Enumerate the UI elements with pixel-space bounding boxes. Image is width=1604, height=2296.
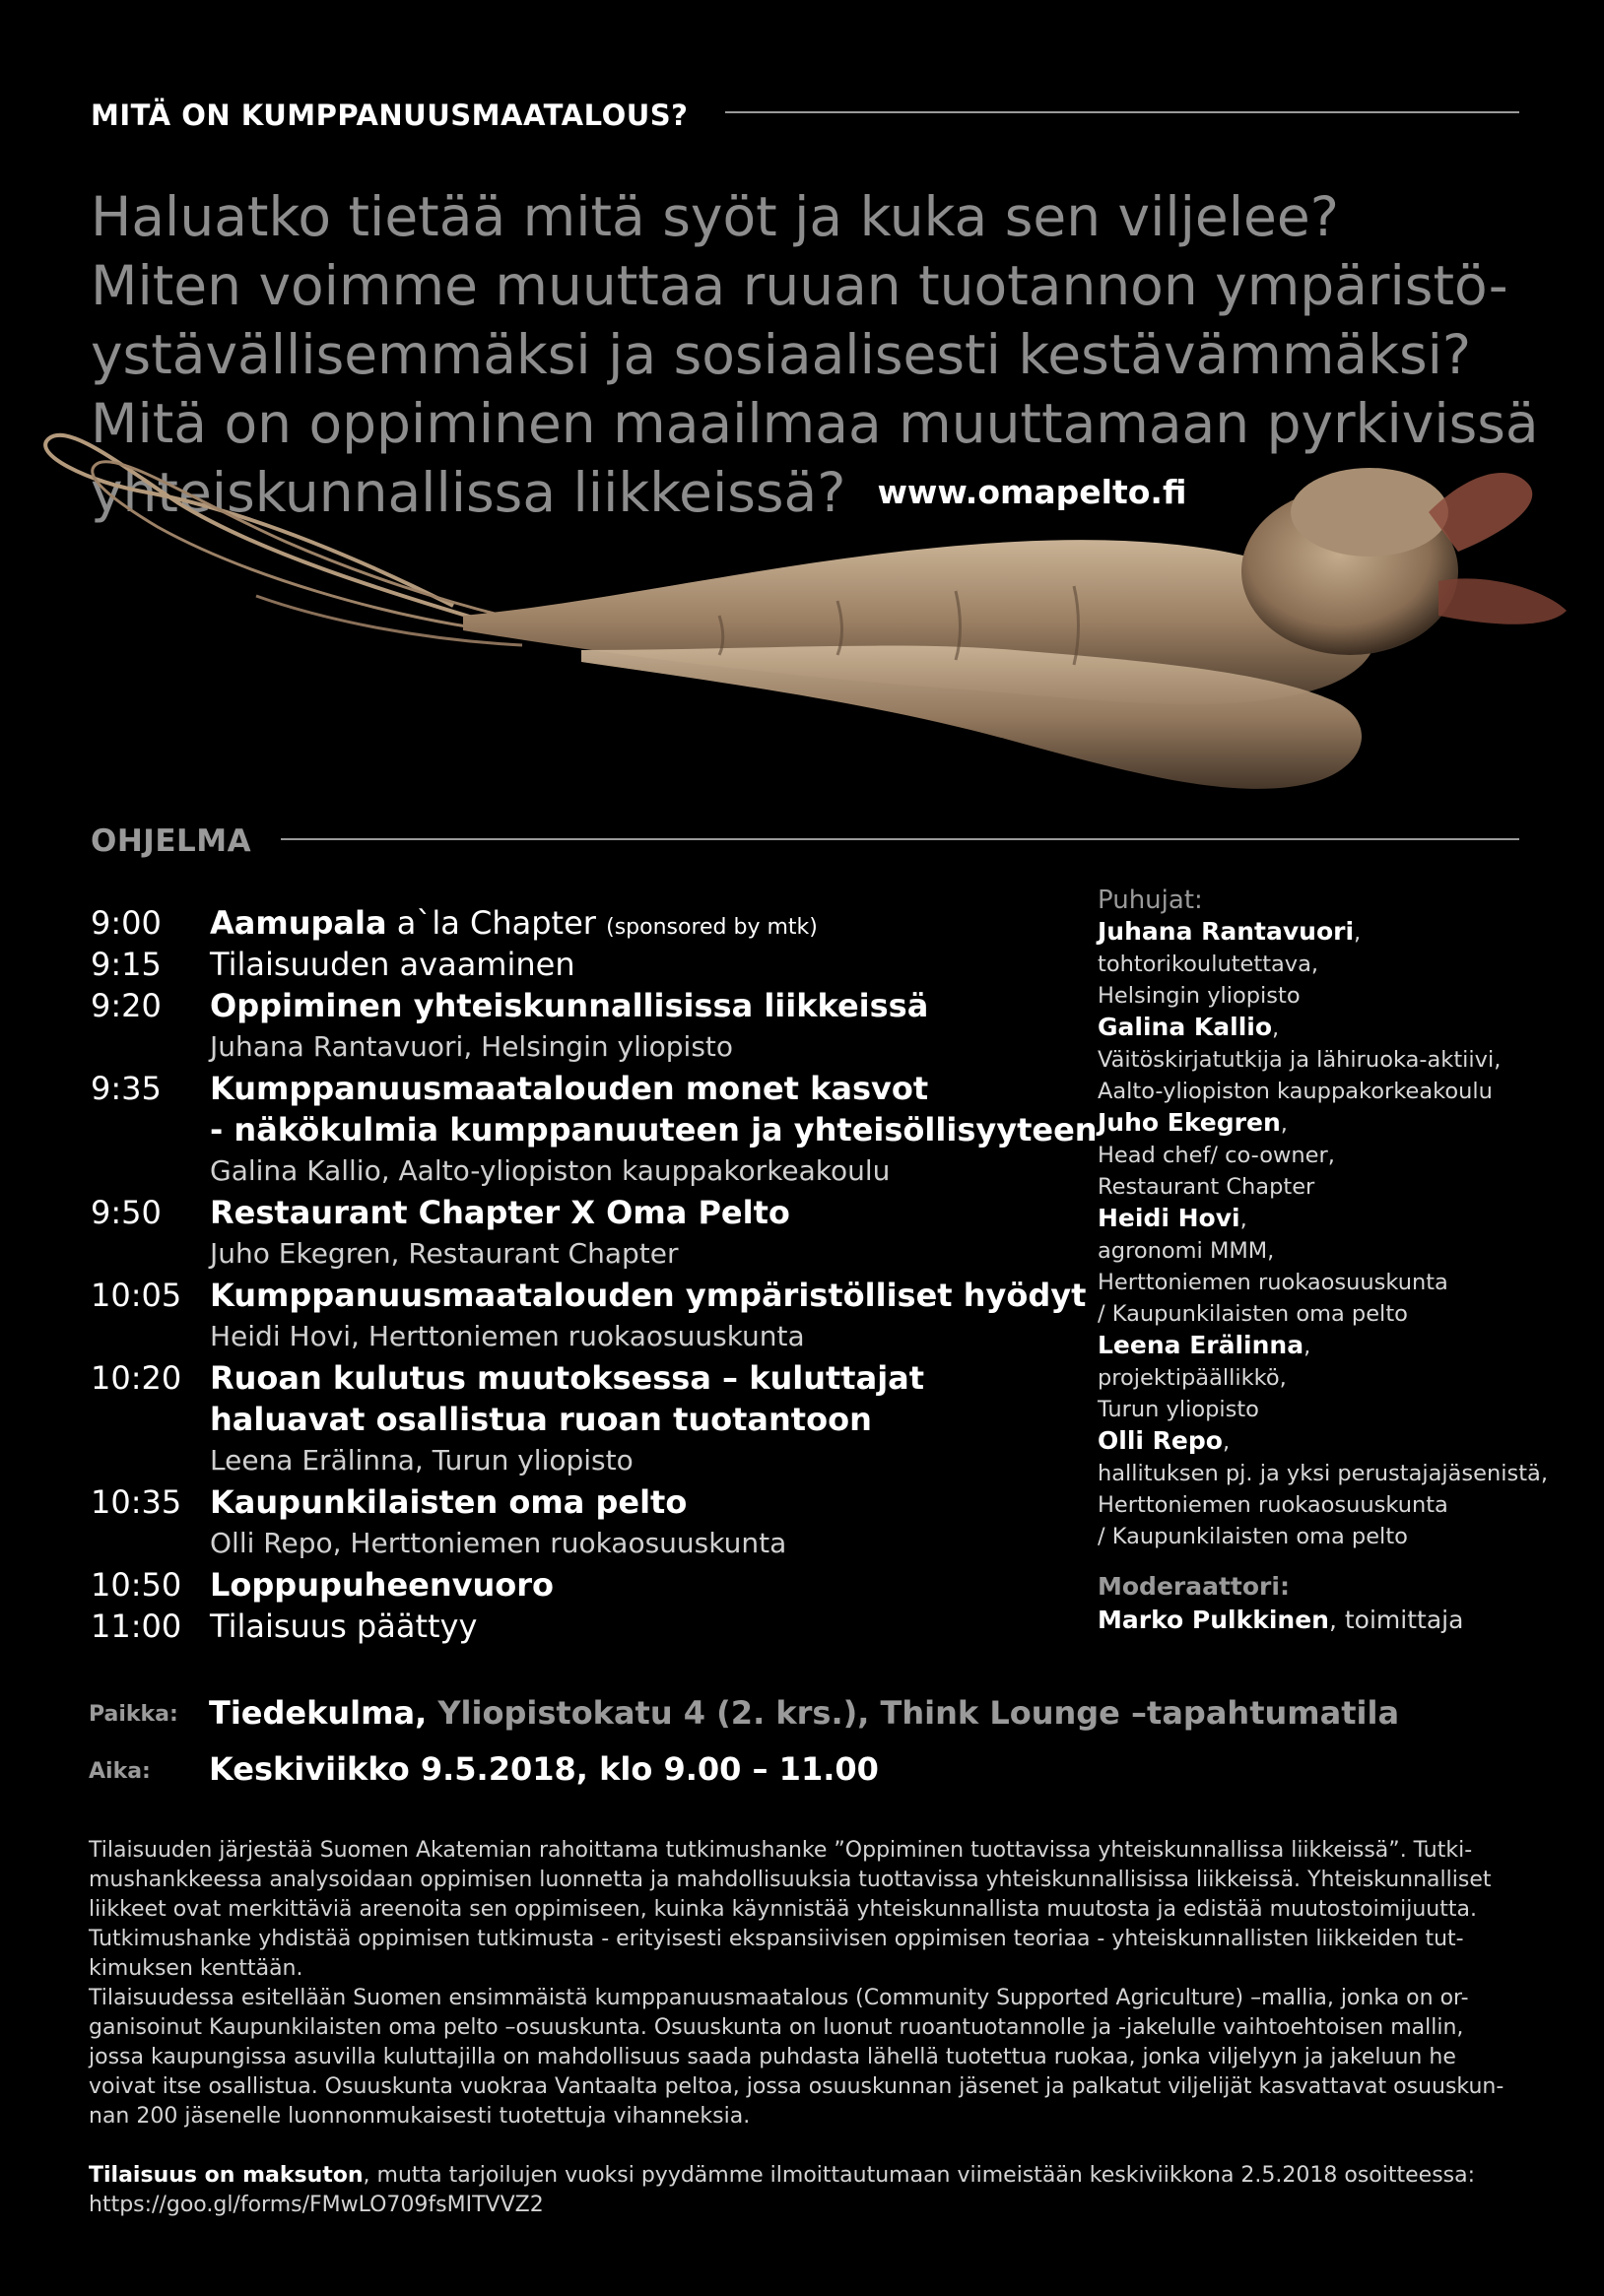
speaker-name: Leena Erälinna — [1098, 1331, 1304, 1359]
speaker-detail: Herttoniemen ruokaosuuskunta — [1098, 1492, 1448, 1518]
time-label: Aika: — [89, 1759, 151, 1784]
speaker-detail: Väitöskirjatutkija ja lähiruoka-aktiivi, — [1098, 1047, 1502, 1073]
free-admission-text: Tilaisuus on maksuton — [89, 2163, 364, 2188]
speaker-detail: / Kaupunkilaisten oma pelto — [1098, 1301, 1408, 1327]
speaker-entry: Olli Repo, hallituksen pj. ja yksi perustajajäsenistä, Herttoniemen ruokaosuuskunta / Kaupunkilaisten oma pelto — [1098, 1425, 1590, 1552]
website-link[interactable]: www.omapelto.fi — [877, 473, 1187, 511]
speaker-name: Olli Repo — [1098, 1426, 1223, 1455]
session-title: Restaurant Chapter X Oma Pelto — [210, 1194, 790, 1231]
speaker-detail: projektipäällikkö, — [1098, 1365, 1287, 1391]
sponsor-note: (sponsored by mtk) — [606, 915, 818, 940]
venue-address: Yliopistokatu 4 (2. krs.), Think Lounge –tapahtumatila — [427, 1694, 1400, 1732]
schedule-item — [91, 1068, 1076, 1109]
schedule-time: 9:50 — [91, 1194, 162, 1231]
schedule-item — [91, 1275, 1087, 1316]
schedule-time: 10:50 — [91, 1566, 182, 1604]
schedule-time: 11:00 — [91, 1607, 182, 1645]
schedule-text — [210, 902, 818, 949]
schedule-time: 9:00 — [91, 904, 162, 942]
speakers-heading: Puhujat: — [1098, 886, 1203, 915]
intro-line: yhteiskunnallissa liikkeissä? — [91, 461, 846, 524]
session-title: Kumppanuusmaatalouden monet kasvot — [210, 1070, 929, 1107]
speaker-name: Heidi Hovi — [1098, 1204, 1240, 1232]
speaker-detail: Restaurant Chapter — [1098, 1174, 1315, 1200]
schedule-speaker-line — [91, 1440, 1076, 1481]
speaker-entry: Leena Erälinna, projektipäällikkö, Turun yliopisto — [1098, 1330, 1590, 1425]
program-heading: OHJELMA — [91, 823, 252, 859]
intro-line: Haluatko tietää mitä syöt ja kuka sen viljelee? — [91, 185, 1339, 248]
parsnip-root-image — [30, 404, 1576, 818]
speaker-detail: Turun yliopisto — [1098, 1397, 1259, 1422]
schedule-item-continued — [91, 1399, 1076, 1440]
moderator-name: Marko Pulkkinen — [1098, 1606, 1329, 1634]
session-title: Tilaisuuden avaaminen — [210, 946, 575, 983]
paragraph-line: Tilaisuudessa esitellään Suomen ensimmäistä kumppanuusmaatalous (Community Supported Agriculture) –mallia, jonka on or- — [89, 1986, 1469, 2010]
paragraph-line: ganisoinut Kaupunkilaisten oma pelto –osuuskunta. Osuuskunta on luonut ruoantuotannolle ja -jakelulle vaihtoehtoisen mallin, — [89, 2015, 1464, 2040]
schedule-time: 9:15 — [91, 946, 162, 983]
speakers-list — [1098, 885, 1590, 1552]
speaker-entry: Juhana Rantavuori, tohtorikoulutettava, Helsingin yliopisto — [1098, 916, 1590, 1012]
schedule-item — [91, 1192, 1076, 1233]
schedule-item — [91, 1357, 1076, 1399]
schedule-time: 9:20 — [91, 987, 162, 1024]
schedule-list — [91, 902, 1098, 1647]
speaker-detail: hallituksen pj. ja yksi perustajajäsenistä, — [1098, 1461, 1548, 1486]
registration-text — [89, 2161, 1527, 2191]
session-speaker: Leena Erälinna, Turun yliopisto — [210, 1444, 634, 1476]
speaker-detail: / Kaupunkilaisten oma pelto — [1098, 1524, 1408, 1549]
schedule-item — [91, 1481, 1076, 1523]
speaker-name: Galina Kallio — [1098, 1013, 1273, 1041]
schedule-item — [91, 985, 1076, 1026]
moderator-heading: Moderaattori: — [1098, 1572, 1290, 1601]
speaker-detail: Aalto-yliopiston kauppakorkeakoulu — [1098, 1079, 1493, 1104]
speaker-detail: tohtorikoulutettava, — [1098, 951, 1319, 977]
schedule-item-continued — [91, 1109, 1098, 1150]
section-title-what-is-csa: MITÄ ON KUMPPANUUSMAATALOUS? — [91, 98, 689, 132]
venue-name: Tiedekulma, — [209, 1694, 428, 1732]
session-title: Aamupala — [210, 904, 387, 942]
session-title: Kumppanuusmaatalouden ympäristölliset hyödyt — [210, 1277, 1087, 1314]
session-title-rest: a`la Chapter — [386, 904, 607, 942]
session-speaker: Juho Ekegren, Restaurant Chapter — [210, 1237, 679, 1270]
paragraph-line: jossa kaupungissa asuvilla kuluttajilla on mahdollisuus saada puhdasta lähellä tuotettua ruokaa, jonka viljelyyn ja jakeluun he — [89, 2045, 1456, 2069]
registration-instructions: , mutta tarjoilujen vuoksi pyydämme ilmoittautumaan viimeistään keskiviikkona 2.5.2018 osoitteessa: — [363, 2163, 1476, 2188]
intro-line: Mitä on oppiminen maailmaa muuttamaan pyrkivissä — [91, 392, 1539, 455]
paragraph-line: Tutkimushanke yhdistää oppimisen tutkimusta - erityisesti ekspansiivisen oppimisen teoriaa - yhteiskunnallisten liikkeiden tut- — [89, 1927, 1464, 1951]
session-title: Ruoan kulutus muutoksessa – kuluttajat — [210, 1359, 925, 1397]
paragraph-line: voivat itse osallistua. Osuuskunta vuokraa Vantaalta peltoa, jossa osuuskunnan jäsenet ja palkatut viljelijät kasvattavat osuuskun- — [89, 2074, 1504, 2099]
speaker-entry: Heidi Hovi, agronomi MMM, Herttoniemen ruokaosuuskunta / Kaupunkilaisten oma pelto — [1098, 1203, 1590, 1330]
registration-form-link[interactable]: https://goo.gl/forms/FMwLO709fsMITVVZ2 — [89, 2193, 544, 2217]
speaker-name: Juho Ekegren — [1098, 1108, 1281, 1137]
paragraph-line: Tilaisuuden järjestää Suomen Akatemian rahoittama tutkimushanke ”Oppiminen tuottavissa yhteiskunnallissa liikkeissä”. Tutki- — [89, 1838, 1473, 1863]
paragraph-line: nan 200 jäsenelle luonnonmukaisesti tuotettuja vihanneksia. — [89, 2104, 751, 2129]
moderator-role: , toimittaja — [1328, 1606, 1464, 1634]
schedule-item — [91, 1564, 1076, 1606]
session-speaker: Olli Repo, Herttoniemen ruokaosuuskunta — [210, 1527, 787, 1559]
time-value: Keskiviikko 9.5.2018, klo 9.00 – 11.00 — [209, 1750, 879, 1788]
session-title: Oppiminen yhteiskunnallisissa liikkeissä — [210, 987, 929, 1024]
program-divider — [281, 838, 1519, 840]
intro-line: ystävällisemmäksi ja sosiaalisesti kestävämmäksi? — [91, 323, 1472, 386]
schedule-time: 10:35 — [91, 1483, 182, 1521]
schedule-speaker-line — [91, 1316, 1076, 1357]
schedule-speaker-line — [91, 1026, 1076, 1068]
moderator-block — [1098, 1570, 1463, 1637]
speaker-entry: Galina Kallio, Väitöskirjatutkija ja lähiruoka-aktiivi, Aalto-yliopiston kauppakorkeakoulu — [1098, 1012, 1590, 1107]
schedule-time: 10:05 — [91, 1277, 182, 1314]
speaker-entry: Juho Ekegren, Head chef/ co-owner, Restaurant Chapter — [1098, 1107, 1590, 1203]
schedule-item — [91, 1606, 1076, 1647]
schedule-item — [91, 944, 1076, 985]
session-speaker: Juhana Rantavuori, Helsingin yliopisto — [210, 1030, 734, 1063]
schedule-time: 9:35 — [91, 1070, 162, 1107]
description-text — [89, 1836, 1527, 2220]
schedule-speaker-line — [91, 1523, 1076, 1564]
session-title: haluavat osallistua ruoan tuotantoon — [210, 1401, 872, 1438]
session-title: Tilaisuus päättyy — [210, 1607, 478, 1645]
intro-line: Miten voimme muuttaa ruuan tuotannon ympäristö- — [91, 254, 1508, 317]
speaker-detail: Herttoniemen ruokaosuuskunta — [1098, 1270, 1448, 1295]
header-divider — [725, 111, 1519, 113]
paragraph-line: mushankkeessa analysoidaan oppimisen luonnetta ja mahdollisuuksia tuottavissa yhteiskunnallisissa liikkeissä. Yhteiskunnalliset — [89, 1868, 1492, 1892]
speaker-detail: agronomi MMM, — [1098, 1238, 1275, 1264]
schedule-speaker-line — [91, 1233, 1076, 1275]
place-label: Paikka: — [89, 1702, 178, 1727]
speaker-detail: Head chef/ co-owner, — [1098, 1143, 1335, 1168]
schedule-item — [91, 902, 1076, 944]
schedule-speaker-line — [91, 1150, 1076, 1192]
paragraph-line: kimuksen kenttään. — [89, 1956, 303, 1981]
speaker-detail: Helsingin yliopisto — [1098, 983, 1301, 1009]
place-value — [209, 1694, 1399, 1732]
session-speaker: Heidi Hovi, Herttoniemen ruokaosuuskunta — [210, 1320, 805, 1352]
schedule-time: 10:20 — [91, 1359, 182, 1397]
paragraph-line: liikkeet ovat merkittäviä areenoita sen oppimiseen, kuinka käynnistää yhteiskunnallista muutosta ja edistää muutostoimijuutta. — [89, 1897, 1477, 1922]
session-title: Kaupunkilaisten oma pelto — [210, 1483, 688, 1521]
session-speaker: Galina Kallio, Aalto-yliopiston kauppakorkeakoulu — [210, 1154, 891, 1187]
session-title: Loppupuheenvuoro — [210, 1566, 555, 1604]
session-title: - näkökulmia kumppanuuteen ja yhteisöllisyyteen — [210, 1111, 1098, 1148]
speaker-name: Juhana Rantavuori — [1098, 917, 1355, 946]
